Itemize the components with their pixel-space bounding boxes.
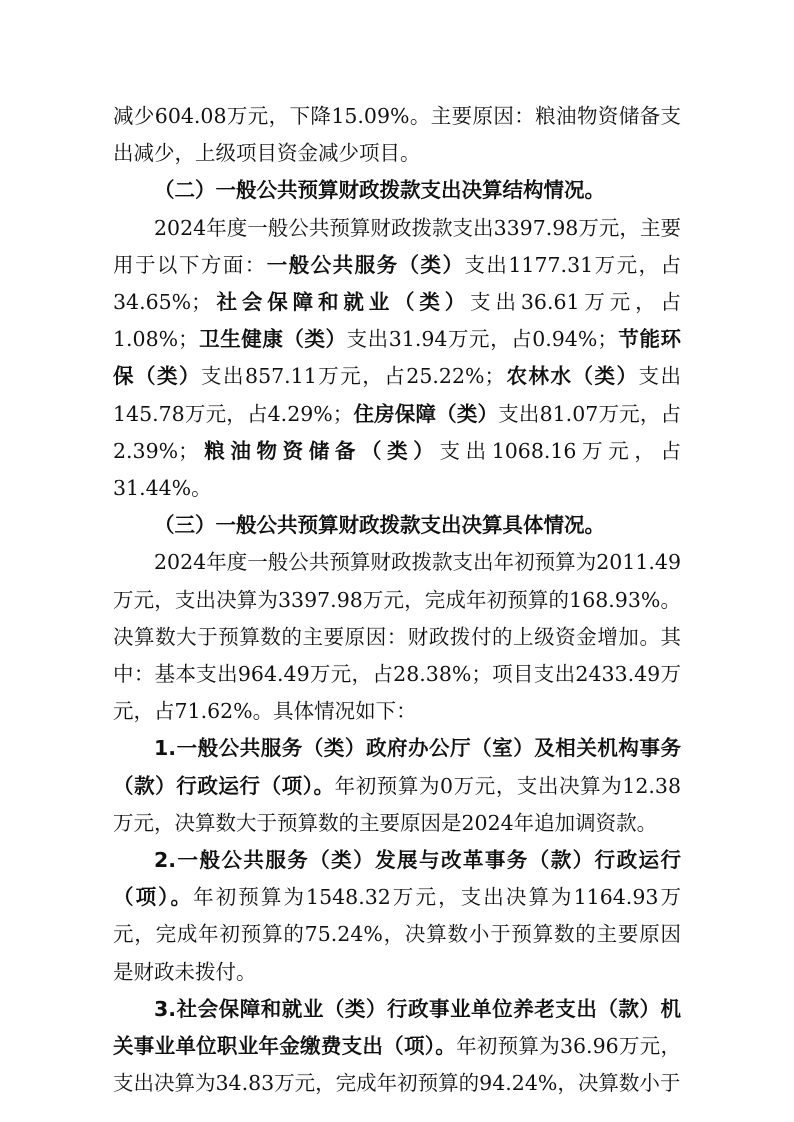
text-span: 支出81.07万元，占2.39%； bbox=[113, 401, 682, 463]
category-label: 一般公共服务（类） bbox=[266, 252, 465, 277]
item-text: 年初预算为36.96万元，支出决算为34.83万元，完成年初预算的94.24%，决算数小于 bbox=[113, 1034, 682, 1096]
text-span: 2024年度一般公共预算财政拨款支出3397.98万元，主要用于以下方面： bbox=[113, 215, 681, 277]
paragraph-structure bbox=[113, 210, 681, 508]
paragraph-details: 2024年度一般公共预算财政拨款支出年初预算为2011.49万元，支出决算为3397.98万元，完成年初预算的168.93%。决算数大于预算数的主要原因：财政拨付的上级资金增加。其中：基本支出964.49万元，占28.38%；项目支出2433.49万元，占71.62%。具体情况如下： bbox=[113, 550, 681, 724]
item-title: 3.社会保障和就业（类）行政事业单位养老支出（款）机关事业单位职业年金缴费支出（项）。 bbox=[113, 996, 681, 1059]
section-heading-2: （二）一般公共预算财政拨款支出决算结构情况。 bbox=[154, 178, 605, 203]
text-span: 支出1068.16万元，占31.44%。 bbox=[113, 438, 681, 501]
item-title: 2.一般公共服务（类）发展与改革事务（款）行政运行（项）。 bbox=[113, 848, 681, 910]
text-span: 支出145.78万元，占4.29%； bbox=[113, 364, 682, 426]
text-span: 支出36.61万元，占1.08%； bbox=[113, 290, 682, 352]
item-title: 1.一般公共服务（类）政府办公厅（室）及相关机构事务（款）行政运行（项）。 bbox=[113, 736, 681, 798]
text-span: 支出31.94万元，占0.94%； bbox=[346, 327, 618, 352]
text-span: 支出1177.31万元，占34.65%； bbox=[113, 252, 682, 315]
text-span: 支出857.11万元，占25.22%； bbox=[201, 364, 505, 389]
category-label: 住房保障（类） bbox=[353, 401, 499, 426]
list-item-2 bbox=[113, 842, 681, 991]
category-label: 节能环保（类） bbox=[113, 327, 682, 389]
category-label: 卫生健康（类） bbox=[198, 327, 347, 352]
category-label: 社会保障和就业（类） bbox=[211, 290, 471, 315]
paragraph-continued: 减少604.08万元，下降15.09%。主要原因：粮油物资储备支出减少，上级项目资金减少项目。 bbox=[113, 104, 681, 166]
list-item-3 bbox=[113, 991, 681, 1103]
item-text: 年初预算为0万元，支出决算为12.38万元，决算数大于预算数的主要原因是2024年追加调资款。 bbox=[113, 773, 681, 835]
category-label: 农林水（类） bbox=[504, 364, 639, 389]
document-page bbox=[113, 98, 681, 1102]
category-label: 粮油物资储备（类） bbox=[198, 438, 440, 463]
section-heading-3: （三）一般公共预算财政拨款支出决算具体情况。 bbox=[154, 513, 605, 538]
list-item-1 bbox=[113, 730, 681, 842]
item-text: 年初预算为1548.32万元，支出决算为1164.93万元，完成年初预算的75.24%，决算数小于预算数的主要原因是财政未拨付。 bbox=[113, 885, 681, 984]
